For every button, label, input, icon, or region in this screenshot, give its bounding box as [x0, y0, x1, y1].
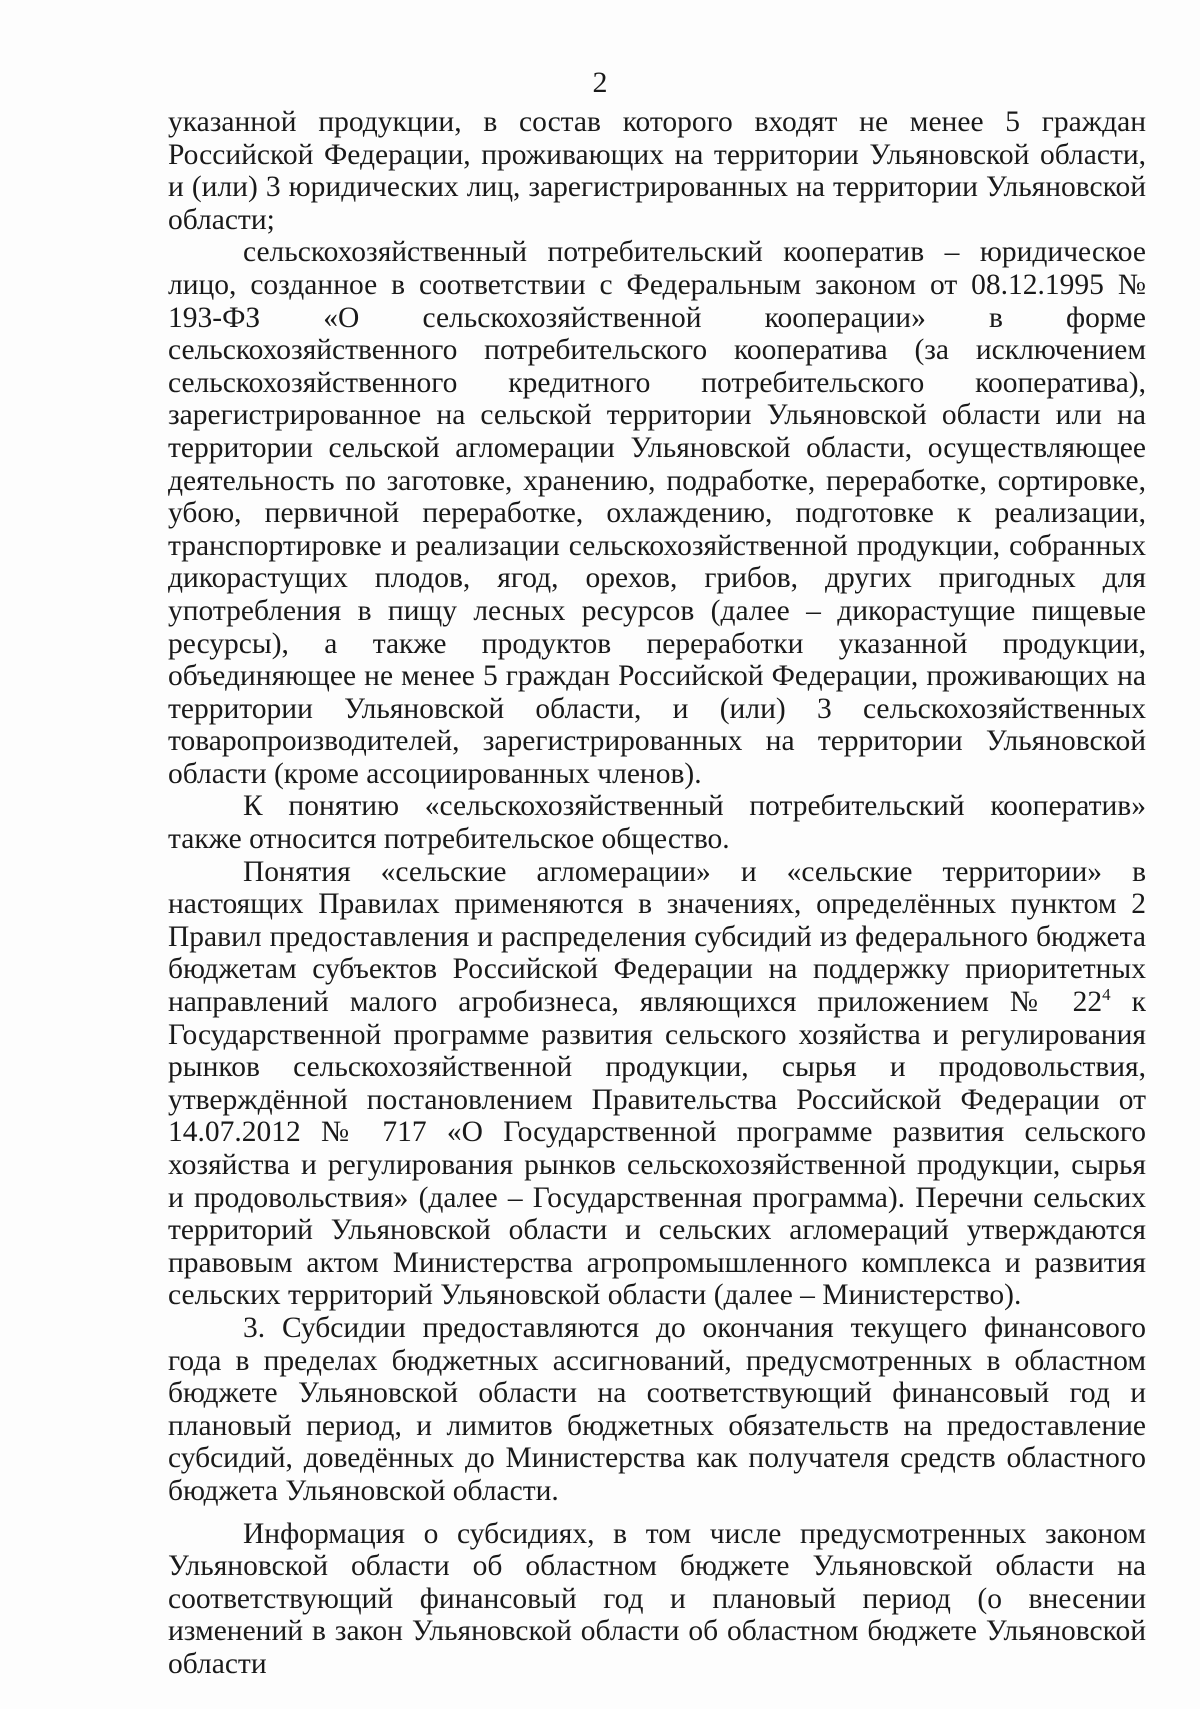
- paragraph-rural-territories-part2: к Государственной программе развития сельского хозяйства и регулирования рынков сельскохозяйственной продукции, сырья и продовольствия, утверждённой постановлением Правительства Российской Федерации от 14.07.2012 № 717 «О Государственной программе развития сельского хозяйства и регулирования рынков сельскохозяйственной продукции, сырья и продовольствия» (далее – Государственная программа). Перечни сельских территорий Ульяновской области и сельских агломераций утверждаются правовым актом Министерства агропромышленного комплекса и развития сельских территорий Ульяновской области (далее – Министерство).: [168, 986, 1146, 1312]
- appendix-superscript: 4: [1102, 985, 1111, 1005]
- document-body: [168, 106, 1146, 1681]
- paragraph-consumer-society: К понятию «сельскохозяйственный потребительский кооператив» также относится потребительское общество.: [168, 790, 1146, 856]
- paragraph-cooperative-definition: сельскохозяйственный потребительский кооператив – юридическое лицо, созданное в соответствии с Федеральным законом от 08.12.1995 № 193-ФЗ «О сельскохозяйственной кооперации» в форме сельскохозяйственного потребительского кооператива (за исключением сельскохозяйственного кредитного потребительского кооператива), зарегистрированное на сельской территории Ульяновской области или на территории сельской агломерации Ульяновской области, осуществляющее деятельность по заготовке, хранению, подработке, переработке, сортировке, убою, первичной переработке, охлаждению, подготовке к реализации, транспортировке и реализации сельскохозяйственной продукции, собранных дикорастущих плодов, ягод, орехов, грибов, других пригодных для употребления в пищу лесных ресурсов (далее – дикорастущие пищевые ресурсы), а также продуктов переработки указанной продукции, объединяющее не менее 5 граждан Российской Федерации, проживающих на территории Ульяновской области, и (или) 3 сельскохозяйственных товаропроизводителей, зарегистрированных на территории Ульяновской области (кроме ассоциированных членов).: [168, 236, 1146, 790]
- paragraph-continuation: указанной продукции, в состав которого входят не менее 5 граждан Российской Федерации, проживающих на территории Ульяновской области, и (или) 3 юридических лиц, зарегистрированных на территории Ульяновской области;: [168, 106, 1146, 236]
- page-number: 2: [592, 66, 608, 99]
- paragraph-subsidy-limits: 3. Субсидии предоставляются до окончания текущего финансового года в пределах бюджетных ассигнований, предусмотренных в областном бюджете Ульяновской области на соответствующий финансовый год и плановый период, и лимитов бюджетных обязательств на предоставление субсидий, доведённых до Министерства как получателя средств областного бюджета Ульяновской области.: [168, 1311, 1146, 1507]
- paragraph-subsidy-information: Информация о субсидиях, в том числе предусмотренных законом Ульяновской области об областном бюджете Ульяновской области на соответствующий финансовый год и плановый период (о внесении изменений в закон Ульяновской области об областном бюджете Ульяновской области: [168, 1517, 1146, 1680]
- paragraph-rural-territories-part1: Понятия «сельские агломерации» и «сельские территории» в настоящих Правилах применяются в значениях, определённых пунктом 2 Правил предоставления и распределения субсидий из федерального бюджета бюджетам субъектов Российской Федерации на поддержку приоритетных направлений малого агробизнеса, являющихся приложением № 22: [168, 855, 1146, 1019]
- paragraph-rural-territories: [168, 856, 1146, 1312]
